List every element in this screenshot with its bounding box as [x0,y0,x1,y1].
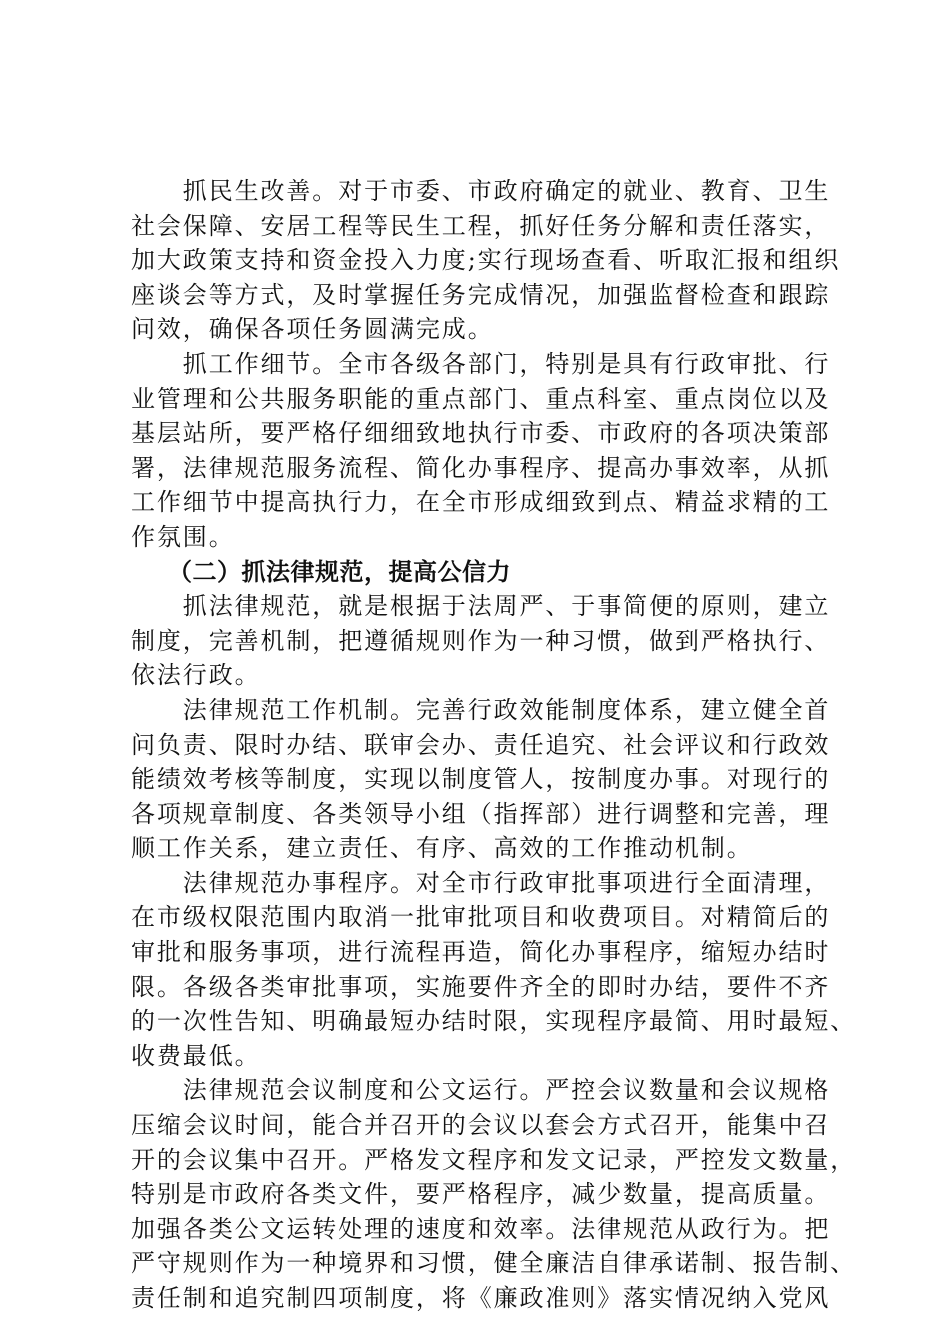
text-line: 能绩效考核等制度，实现以制度管人，按制度办事。对现行的 [131,765,831,794]
text-line: 社会保障、安居工程等民生工程，抓好任务分解和责任落实， [131,211,831,240]
text-line: 座谈会等方式，及时掌握任务完成情况，加强监督检查和跟踪 [131,280,831,309]
text-line: 压缩会议时间，能合并召开的会议以套会方式召开，能集中召 [131,1111,831,1140]
text-line: 抓法律规范，就是根据于法周严、于事简便的原则，建立 [131,592,831,621]
text-line: 开的会议集中召开。严格发文程序和发文记录，严控发文数量， [131,1145,857,1174]
text-line: 限。各级各类审批事项，实施要件齐全的即时办结，要件不齐 [131,972,831,1001]
text-line: 加强各类公文运转处理的速度和效率。法律规范从政行为。把 [131,1214,831,1243]
text-line: 责任制和追究制四项制度，将《廉政准则》落实情况纳入党风 [131,1284,831,1312]
text-line: 基层站所，要严格仔细细致地执行市委、市政府的各项决策部 [131,419,831,448]
text-line: 收费最低。 [131,1041,261,1070]
text-line: 工作细节中提高执行力，在全市形成细致到点、精益求精的工 [131,488,831,517]
text-line: 法律规范工作机制。完善行政效能制度体系，建立健全首 [131,695,831,724]
text-line: 问效，确保各项任务圆满完成。 [131,315,494,344]
text-line: 法律规范会议制度和公文运行。严控会议数量和会议规格 [131,1076,831,1105]
text-line: 作氛围。 [131,522,235,551]
text-line: 加大政策支持和资金投入力度;实行现场查看、听取汇报和组织 [131,246,841,275]
text-line: 严守规则作为一种境界和习惯，健全廉洁自律承诺制、报告制、 [131,1249,857,1278]
text-line: 审批和服务事项，进行流程再造，简化办事程序，缩短办结时 [131,938,831,967]
section-heading: （二）抓法律规范，提高公信力 [131,557,511,586]
text-line: 制度，完善机制，把遵循规则作为一种习惯，做到严格执行、 [131,626,831,655]
text-line: 顺工作关系，建立责任、有序、高效的工作推动机制。 [131,834,753,863]
text-line: 特别是市政府各类文件，要严格程序，减少数量，提高质量。 [131,1180,831,1209]
text-line: 依法行政。 [131,661,261,690]
text-line: 法律规范办事程序。对全市行政审批事项进行全面清理， [131,868,831,897]
text-line: 业管理和公共服务职能的重点部门、重点科室、重点岗位以及 [131,384,831,413]
text-line: 抓民生改善。对于市委、市政府确定的就业、教育、卫生 [131,177,831,205]
text-line: 在市级权限范围内取消一批审批项目和收费项目。对精简后的 [131,903,831,932]
text-line: 的一次性告知、明确最短办结时限，实现程序最简、用时最短、 [131,1007,857,1036]
text-line: 问负责、限时办结、联审会办、责任追究、社会评议和行政效 [131,730,831,759]
document-page [131,174,857,1316]
text-line: 抓工作细节。全市各级各部门，特别是具有行政审批、行 [131,349,831,378]
text-line: 各项规章制度、各类领导小组（指挥部）进行调整和完善，理 [131,799,831,828]
text-line: 署，法律规范服务流程、简化办事程序、提高办事效率，从抓 [131,453,831,482]
